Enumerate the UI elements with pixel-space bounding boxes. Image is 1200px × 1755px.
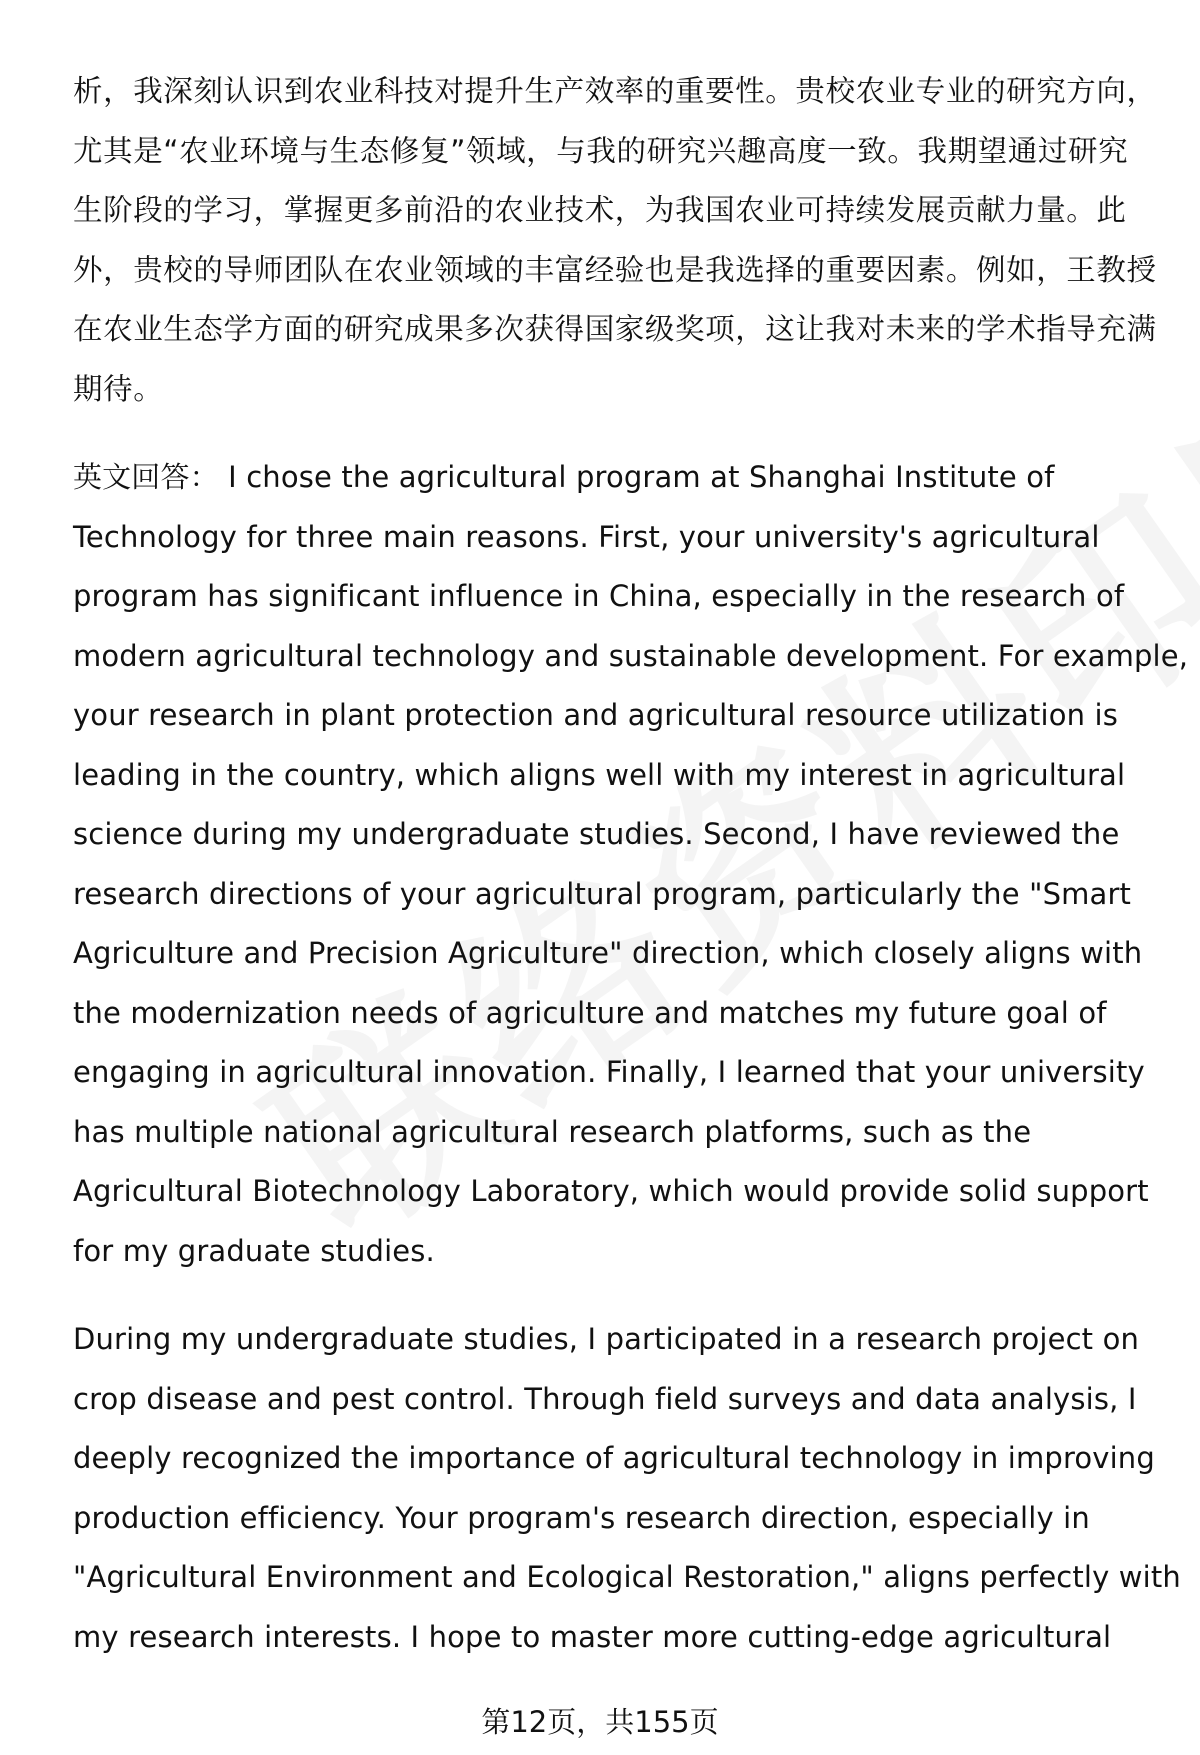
document-body [73, 62, 1189, 1667]
text-line: 在农业生态学方面的研究成果多次获得国家级奖项，这让我对未来的学术指导充满 [73, 312, 1157, 346]
paragraph-english-second [73, 1310, 1181, 1667]
text-line: Agricultural Biotechnology Laboratory, which would provide solid support [73, 1174, 1149, 1208]
page-number: 第12页，共155页 [481, 1705, 719, 1739]
text-line: crop disease and pest control. Through field surveys and data analysis, I [73, 1381, 1137, 1416]
text-line: modern agricultural technology and sustainable development. For example, [73, 638, 1189, 673]
text-line: production efficiency. Your program's research direction, especially in [73, 1500, 1090, 1535]
text-line: science during my undergraduate studies. Second, I have reviewed the [73, 817, 1120, 851]
paragraph-gap [73, 1281, 1153, 1310]
text-line: 析，我深刻认识到农业科技对提升生产效率的重要性。贵校农业专业的研究方向， [73, 74, 1157, 108]
text-line: 英文回答： I chose the agricultural program at Shanghai Institute of [73, 460, 1055, 494]
text-line: for my graduate studies. [73, 1233, 435, 1268]
text-line: leading in the country, which aligns well with my interest in agricultural [73, 757, 1126, 792]
text-line: program has significant influence in China, especially in the research of [73, 579, 1125, 613]
text-line: "Agricultural Environment and Ecological Restoration," aligns perfectly with [73, 1560, 1181, 1594]
text-line: 尤其是“农业环境与生态修复”领域，与我的研究兴趣高度一致。我期望通过研究 [73, 133, 1129, 168]
text-line: 生阶段的学习，掌握更多前沿的农业技术，为我国农业可持续发展贡献力量。此 [73, 193, 1127, 227]
text-line: my research interests. I hope to master more cutting-edge agricultural [73, 1619, 1112, 1654]
text-line: the modernization needs of agriculture and matches my future goal of [73, 995, 1107, 1030]
text-line: 期待。 [73, 371, 164, 406]
text-line: During my undergraduate studies, I participated in a research project on [73, 1322, 1139, 1356]
text-line: Agriculture and Precision Agriculture" direction, which closely aligns with [73, 936, 1143, 970]
text-line: has multiple national agricultural research platforms, such as the [73, 1114, 1032, 1149]
paragraph-zh-continuation [73, 62, 1157, 419]
paragraph-english-answer [73, 448, 1189, 1281]
text-line: engaging in agricultural innovation. Finally, I learned that your university [73, 1055, 1145, 1089]
text-line: Technology for three main reasons. First, your university's agricultural [73, 519, 1100, 554]
text-line: research directions of your agricultural program, particularly the "Smart [73, 876, 1132, 911]
paragraph-gap [73, 419, 1153, 448]
text-line: your research in plant protection and agricultural resource utilization is [73, 698, 1118, 732]
text-line: 外，贵校的导师团队在农业领域的丰富经验也是我选择的重要因素。例如，王教授 [73, 252, 1157, 287]
text-line: deeply recognized the importance of agricultural technology in improving [73, 1441, 1155, 1475]
